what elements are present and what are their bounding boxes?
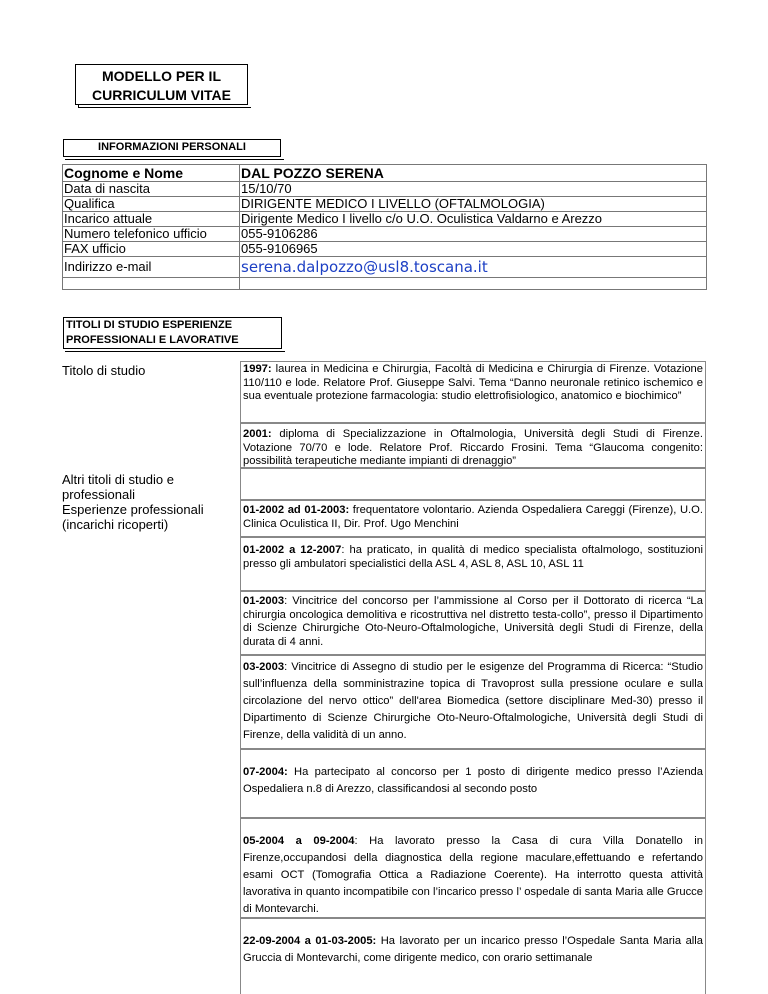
empty-cell xyxy=(63,278,240,290)
empty-cell xyxy=(240,278,707,290)
entry-text: Ha partecipato al concorso per 1 posto di dirigente medico presso l’Azienda Ospedaliera n.8 di Arezzo, classificandosi al secondo posto xyxy=(243,766,703,795)
table-row xyxy=(63,212,707,227)
entry-text: : ha praticato, in qualità di medico specialista oftalmologo, sostituzioni presso gli ambulatori specialistici della ASL 4, ASL 8, ASL 10, ASL 11 xyxy=(243,544,703,570)
table-row xyxy=(63,165,707,182)
table-row xyxy=(63,182,707,197)
entry-text: : Vincitrice del concorso per l’ammissione al Corso per il Dottorato di ricerca “La chirurgia oncologica demolitiva e ricostruttiva nel distretto testa-collo”, presso il Dipartimento di Scienze Chirurgiche Oto-Neuro-Oftalmologiche, Università degli Studi di Firenze, della durata di 4 anni. xyxy=(243,595,703,648)
table-row xyxy=(63,257,707,278)
other-titles-cell xyxy=(240,468,706,500)
entry-date: 03-2003 xyxy=(243,661,285,673)
info-label: Incarico attuale xyxy=(63,212,240,227)
info-value: 15/10/70 xyxy=(240,182,707,197)
cv-title: MODELLO PER IL CURRICULUM VITAE xyxy=(75,64,248,105)
experience-entry xyxy=(240,500,706,537)
experience-entry xyxy=(240,537,706,591)
entry-text: : Ha lavorato presso la Casa di cura Villa Donatello in Firenze,occupandosi della diagnostica della regione maculare,effettuando e refertando esami OCT (Tomografia Ottica a Radiazione Coerente). Ha interrotto questa attività lavorativa in quanto incompatibile con l’incarico presso l’ ospedale di santa Maria alle Grucce di Montevarchi. xyxy=(243,835,703,915)
other-titles-label: Altri titoli di studio e professionali xyxy=(62,472,174,502)
personal-info-header: INFORMAZIONI PERSONALI xyxy=(63,139,281,157)
experience-entry xyxy=(240,591,706,655)
info-label: Qualifica xyxy=(63,197,240,212)
entry-date: 2001: xyxy=(243,428,272,440)
info-label: Indirizzo e-mail xyxy=(63,257,240,278)
experience-entry xyxy=(240,818,706,918)
table-row xyxy=(63,227,707,242)
entry-text: diploma di Specializzazione in Oftalmologia, Università degli Studi di Firenze. Votazione 70/70 e lode. Relatore Prof. Riccardo Frosini. Tema “Glaucoma congenito: possibilità terapeutiche mediante impianti di drenaggio” xyxy=(243,428,703,467)
entry-date: 01-2002 a 12-2007 xyxy=(243,544,342,556)
info-value: 055-9106965 xyxy=(240,242,707,257)
info-label: Numero telefonico ufficio xyxy=(63,227,240,242)
info-value: DAL POZZO SERENA xyxy=(240,165,707,182)
education-entry xyxy=(240,361,706,423)
info-label: Data di nascita xyxy=(63,182,240,197)
entry-text: : Vincitrice di Assegno di studio per le esigenze del Programma di Ricerca: “Studio sull’influenza della somministrazine topica di Travoprost sulla pressione oculare e sulla circolazione del nervo ottico” dell'area Biomedica (settore disciplinare Med-30) presso il Dipartimento di Scienze Chirurgiche Oto-Neuro-Oftalmologiche, Università degli Studi di Firenze, della validità di un anno. xyxy=(243,661,703,741)
entry-text: frequentatore volontario. Azienda Ospedaliera Careggi (Firenze), U.O. Clinica Oculistica II, Dir. Prof. Ugo Menchini xyxy=(243,504,703,530)
info-value: 055-9106286 xyxy=(240,227,707,242)
entry-date: 1997: xyxy=(243,363,272,375)
entry-date: 05-2004 a 09-2004 xyxy=(243,835,355,847)
table-row xyxy=(63,242,707,257)
table-row xyxy=(63,197,707,212)
info-value: DIRIGENTE MEDICO I LIVELLO (OFTALMOLOGIA) xyxy=(240,197,707,212)
personal-info-table xyxy=(62,164,707,290)
entry-date: 01-2002 ad 01-2003: xyxy=(243,504,350,516)
education-experience-header: TITOLI DI STUDIO ESPERIENZE PROFESSIONALI E LAVORATIVE xyxy=(63,317,282,349)
entry-date: 22-09-2004 a 01-03-2005: xyxy=(243,935,377,947)
entry-text: laurea in Medicina e Chirurgia, Facoltà di Medicina e Chirurgia di Firenze. Votazione 110/110 e lode. Relatore Prof. Giuseppe Salvi. Tema “Danno neuronale retinico ischemico e sua eventuale protezione farmacologia: studio elettrofisiologico, anatomico e biochimico” xyxy=(243,363,703,402)
table-row xyxy=(63,278,707,290)
experience-entry xyxy=(240,749,706,818)
info-label: Cognome e Nome xyxy=(63,165,240,182)
entry-date: 07-2004: xyxy=(243,766,288,778)
info-label: FAX ufficio xyxy=(63,242,240,257)
entry-date: 01-2003 xyxy=(243,595,285,607)
entry-text: Ha lavorato per un incarico presso l’Ospedale Santa Maria alla Gruccia di Montevarchi, come dirigente medico, con orario settimanale xyxy=(243,935,703,964)
education-label: Titolo di studio xyxy=(62,363,146,378)
experience-label: Esperienze professionali (incarichi ricoperti) xyxy=(62,502,204,532)
education-entry xyxy=(240,423,706,468)
email-link[interactable]: serena.dalpozzo@usl8.toscana.it xyxy=(240,257,707,278)
experience-entry xyxy=(240,655,706,749)
experience-entry xyxy=(240,918,706,994)
info-value: Dirigente Medico I livello c/o U.O. Oculistica Valdarno e Arezzo xyxy=(240,212,707,227)
